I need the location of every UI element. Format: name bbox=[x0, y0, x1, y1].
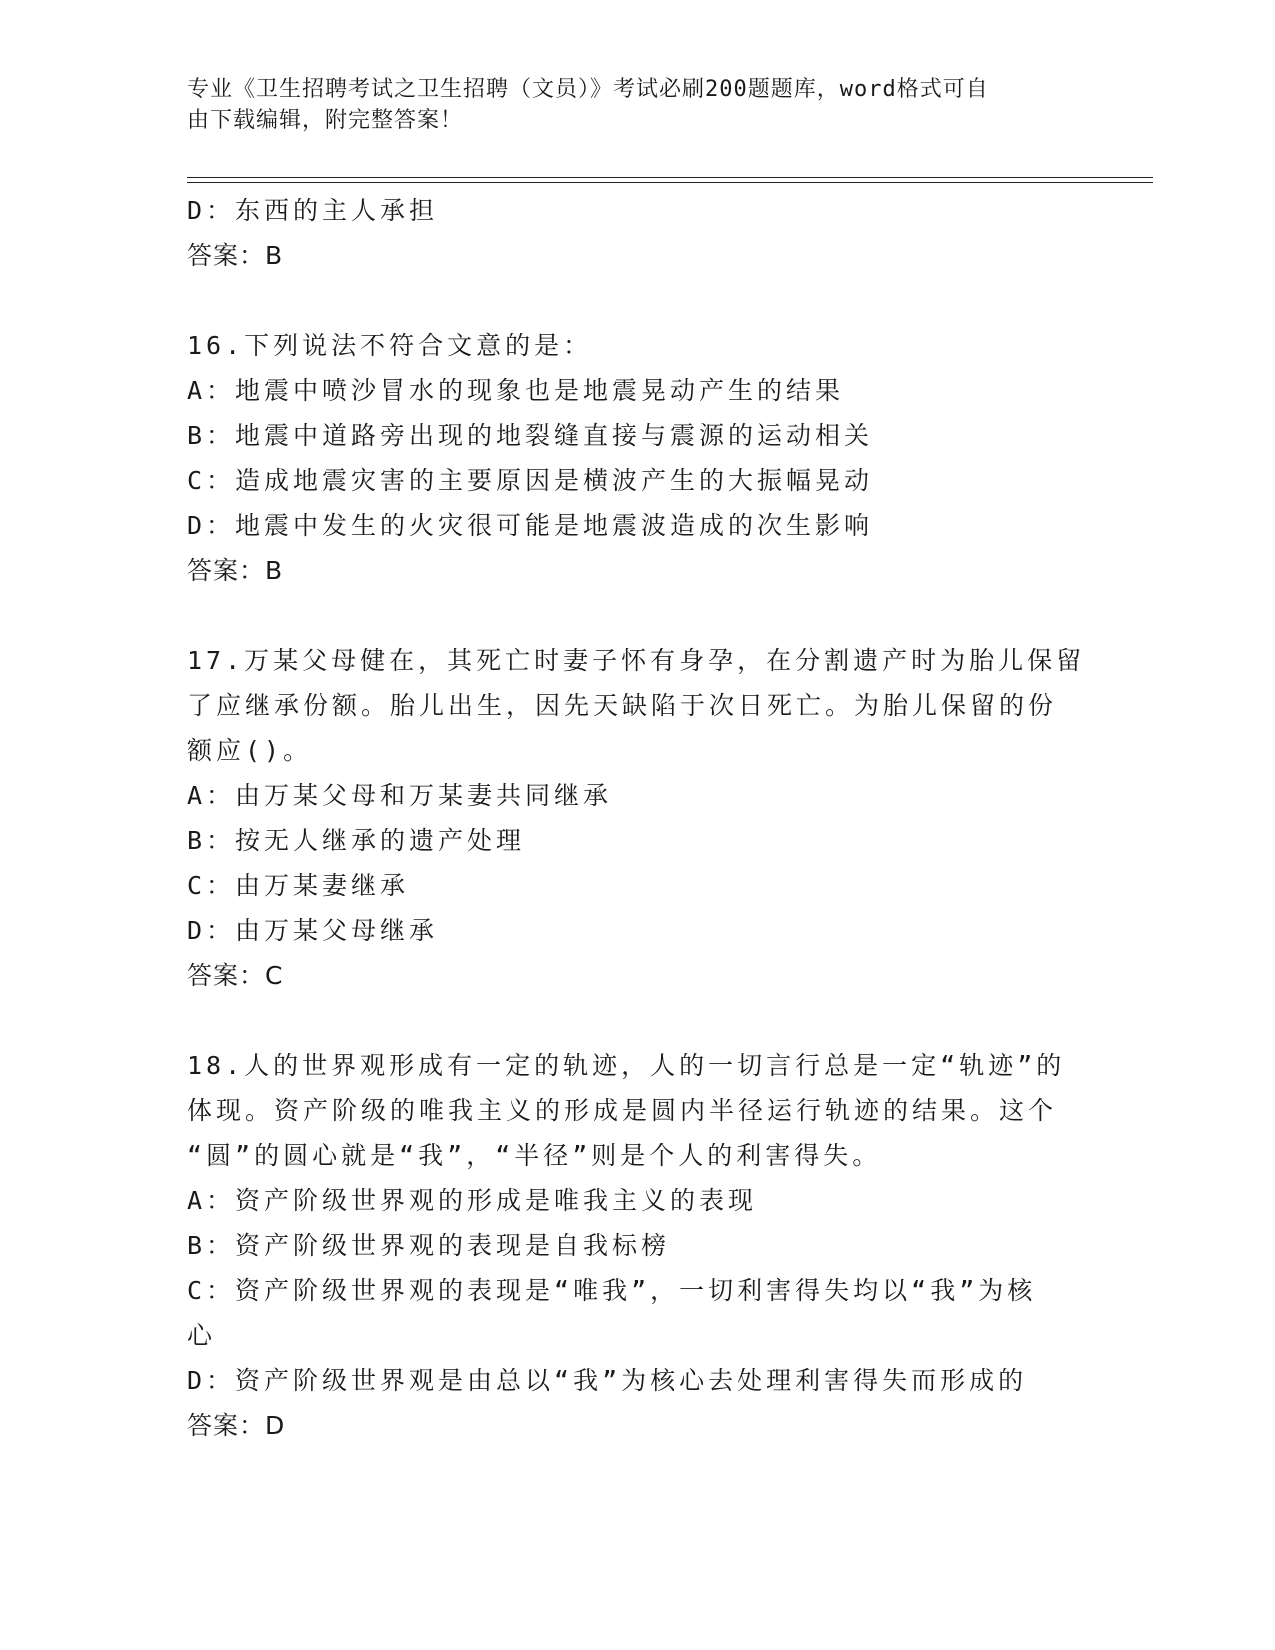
option-a: A：地震中喷沙冒水的现象也是地震晃动产生的结果 bbox=[187, 376, 845, 405]
option-d: D：资产阶级世界观是由总以“我”为核心去处理利害得失而形成的 bbox=[187, 1366, 1028, 1395]
question-17 bbox=[187, 638, 1087, 999]
answer-line: 答案：C bbox=[187, 961, 284, 990]
option-d: D：由万某父母继承 bbox=[187, 916, 439, 945]
question-18 bbox=[187, 1043, 1087, 1449]
answer-line: 答案：B bbox=[187, 241, 284, 270]
option-c-continued: 心 bbox=[187, 1321, 217, 1350]
option-c: C：资产阶级世界观的表现是“唯我”，一切利害得失均以“我”为核 bbox=[187, 1276, 1037, 1305]
question-stem-line: “圆”的圆心就是“我”，“半径”则是个人的利害得失。 bbox=[187, 1141, 882, 1170]
option-c: C：造成地震灾害的主要原因是横波产生的大振幅晃动 bbox=[187, 466, 874, 495]
option-a: A：由万某父母和万某妻共同继承 bbox=[187, 781, 613, 810]
answer-line: 答案：D bbox=[187, 1411, 286, 1440]
option-b: B：地震中道路旁出现的地裂缝直接与震源的运动相关 bbox=[187, 421, 874, 450]
option-d: D：东西的主人承担 bbox=[187, 196, 439, 225]
option-b: B：按无人继承的遗产处理 bbox=[187, 826, 526, 855]
question-16 bbox=[187, 323, 1087, 594]
option-b: B：资产阶级世界观的表现是自我标榜 bbox=[187, 1231, 671, 1260]
question-stem-line: 了应继承份额。胎儿出生，因先天缺陷于次日死亡。为胎儿保留的份 bbox=[187, 691, 1058, 720]
header-line-1: 专业《卫生招聘考试之卫生招聘（文员）》考试必刷200题题库，word格式可自 bbox=[187, 77, 989, 102]
question-stem-line: 额应()。 bbox=[187, 736, 313, 765]
document-header bbox=[187, 74, 1067, 136]
header-line-2: 由下载编辑，附完整答案！ bbox=[187, 108, 464, 133]
previous-question-tail bbox=[187, 188, 1087, 279]
answer-line: 答案：B bbox=[187, 556, 284, 585]
question-stem-line: 体现。资产阶级的唯我主义的形成是圆内半径运行轨迹的结果。这个 bbox=[187, 1096, 1058, 1125]
document-body bbox=[187, 188, 1087, 1449]
header-divider bbox=[187, 177, 1153, 183]
option-c: C：由万某妻继承 bbox=[187, 871, 410, 900]
question-stem-line: 18.人的世界观形成有一定的轨迹，人的一切言行总是一定“轨迹”的 bbox=[187, 1051, 1066, 1080]
question-stem-line: 17.万某父母健在，其死亡时妻子怀有身孕，在分割遗产时为胎儿保留 bbox=[187, 646, 1086, 675]
question-stem: 16.下列说法不符合文意的是： bbox=[187, 331, 593, 360]
option-a: A：资产阶级世界观的形成是唯我主义的表现 bbox=[187, 1186, 758, 1215]
option-d: D：地震中发生的火灾很可能是地震波造成的次生影响 bbox=[187, 511, 874, 540]
